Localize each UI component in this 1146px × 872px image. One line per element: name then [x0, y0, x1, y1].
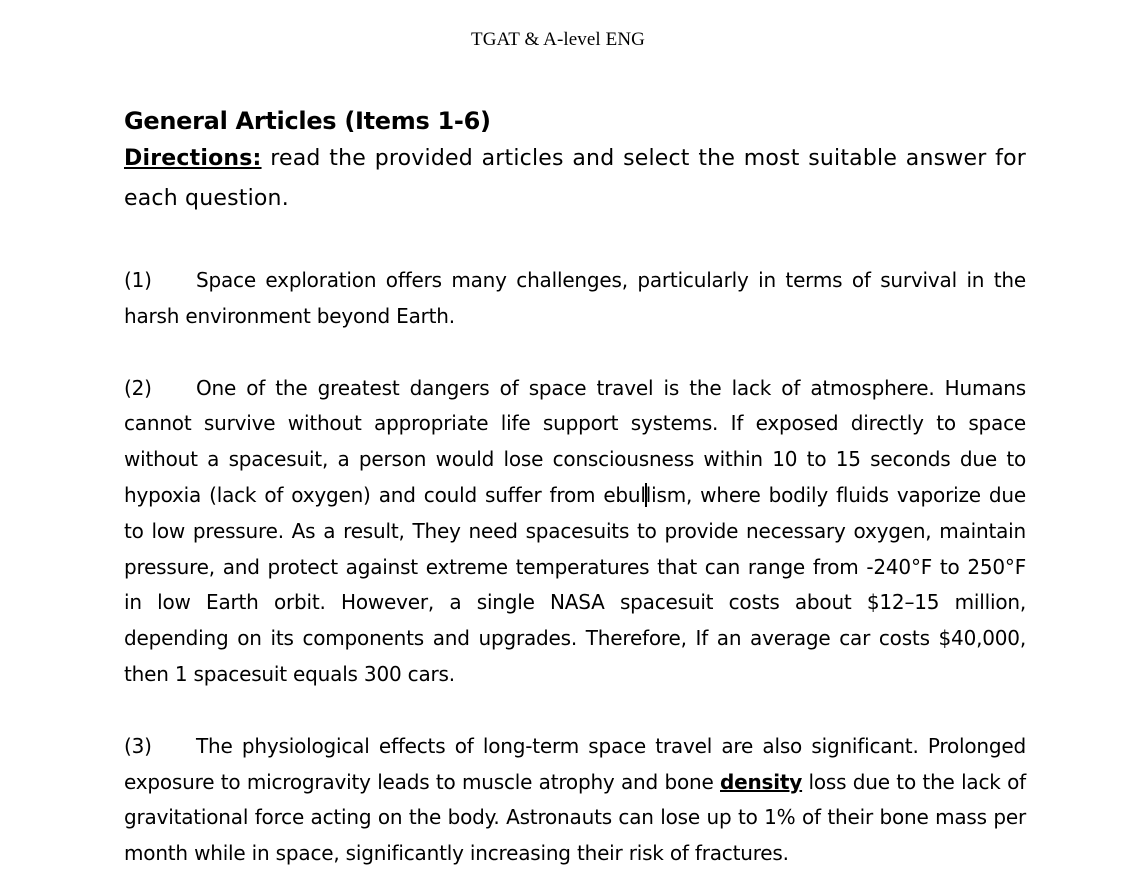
- paragraph-text-part-2: loss due to the lack of gravitational force acting on the body. Astronauts can lose up to 1% of their bone mass per month while in space, significantly increasing their risk of fractures.: [124, 769, 1026, 866]
- article-paragraph-3: [124, 729, 1026, 872]
- paragraph-text-part-1: The physiological effects of long-term space travel are also significant. Prolonged exposure to microgravity leads to muscle atrophy and bone: [124, 733, 1026, 794]
- spacer: [124, 219, 1026, 263]
- spacer: [124, 693, 1026, 729]
- directions-label: Directions:: [124, 146, 262, 171]
- paragraph-text-part-1: One of the greatest dangers of space travel is the lack of atmosphere. Humans cannot survive without appropriate life support systems. If exposed directly to space without a spacesuit, a person would lose consciousness within 10 to 15 seconds due to hypoxia (lack of oxygen) and could suffer from ebul: [124, 375, 1026, 507]
- spacer: [124, 335, 1026, 371]
- document-body[interactable]: [124, 103, 1026, 872]
- directions-text: read the provided articles and select the most suitable answer for each question.: [124, 146, 1026, 211]
- article-paragraph-2: [124, 371, 1026, 693]
- page-header: TGAT & A-level ENG: [470, 29, 645, 50]
- article-paragraph-1: [124, 263, 1026, 335]
- directions-paragraph: [124, 139, 1026, 219]
- paragraph-number: (3): [124, 733, 152, 758]
- paragraph-number: (1): [124, 268, 152, 292]
- emphasized-word: density: [720, 769, 803, 794]
- section-title: General Articles (Items 1-6): [124, 107, 491, 135]
- paragraph-text: Space exploration offers many challenges, particularly in terms of survival in the harsh environment beyond Earth.: [124, 268, 1026, 328]
- paragraph-number: (2): [124, 375, 152, 400]
- paragraph-text-part-2: lism, where bodily fluids vaporize due to low pressure. As a result, They need spacesuits to provide necessary oxygen, maintain pressure, and protect against extreme temperatures that can range from -240°F to 250°F in low Earth orbit. However, a single NASA spacesuit costs about $12–15 million, depending on its components and upgrades. Therefore, If an average car costs $40,000, then 1 spacesuit equals 300 cars.: [124, 482, 1026, 686]
